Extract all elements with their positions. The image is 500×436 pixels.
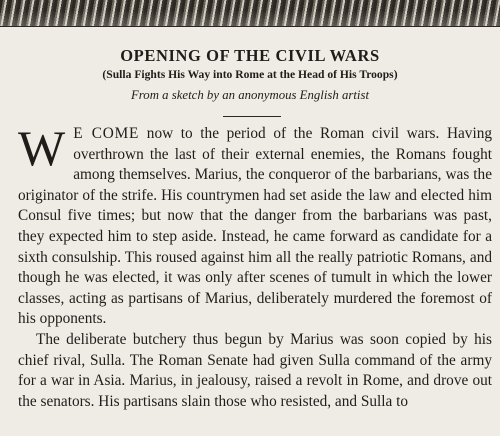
- drop-cap: W: [18, 120, 66, 176]
- page-title: OPENING OF THE CIVIL WARS: [120, 46, 380, 65]
- divider-rule: [223, 116, 281, 117]
- paragraph-1-text: now to the period of the Roman civil wars. Having overthrown the last of their external enemies, the Romans fought among themselves. Marius, the conqueror of the barbarians, was the originator of the strife. His countrymen had set aside the law and elected him Consul five times; but now that the danger from the barbarians was past, they expected him to step aside. Instead, he came forward as candidate for a sixth consulship. This roused against him all the really patriotic Romans, and though he was elected, it was only after scenes of tumult in which the lower classes, acting as partisans of Marius, deliberately murdered the foremost of his opponents.: [18, 125, 492, 328]
- paragraph-2: The deliberate butchery thus begun by Marius was soon copied by his chief rival, Sulla. The Roman Senate had given Sulla command of the army for a war in Asia. Marius, in jealousy, raised a revolt in Rome, and drove out the senators. His partisans slain those who resisted, and Sulla to: [18, 330, 492, 410]
- lead-in: E COME: [73, 125, 140, 142]
- header-illustration: [0, 0, 500, 27]
- paragraph-1: [18, 120, 492, 330]
- subtitle: (Sulla Fights His Way into Rome at the Head of His Troops): [102, 68, 398, 81]
- illustration-credit: From a sketch by an anonymous English artist: [130, 88, 370, 102]
- article-body: [18, 120, 492, 412]
